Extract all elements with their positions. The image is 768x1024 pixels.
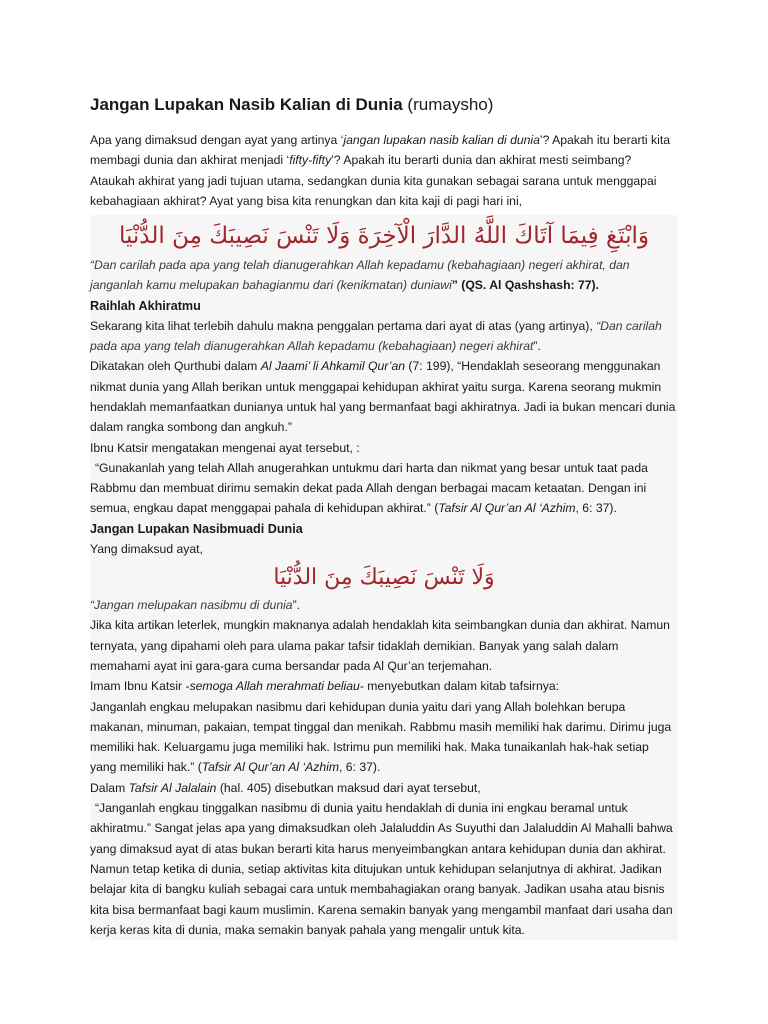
section1-paragraph-4 <box>90 458 678 519</box>
section1-paragraph-1 <box>90 316 678 357</box>
s2-p4-text: Dalam <box>90 780 129 795</box>
main-body <box>90 215 678 940</box>
s2-p2-text: Imam Ibnu Katsir - <box>90 679 190 694</box>
s1-p2-text: Dikatakan oleh Qurthubi dalam <box>90 359 261 374</box>
intro-quote-2: fifty-fifty <box>289 153 332 168</box>
s1-p2-book: Al Jaami’ li Ahkamil Qur’an <box>260 359 406 374</box>
s2-p4-rest: (hal. 405) disebutkan maksud dari ayat tersebut, <box>216 780 481 795</box>
section-heading-raihlah: Raihlah Akhiratmu <box>90 298 201 313</box>
s2-p4-book: Tafsir Al Jalalain <box>128 780 217 795</box>
section2-paragraph-3 <box>90 697 678 778</box>
section1-paragraph-2 <box>90 356 678 437</box>
translation-1-text: “Dan carilah pada apa yang telah dianugerahkan Allah kepadamu (kebahagiaan) negeri akhirat, dan janganlah kamu melupakan bahagianmu dari (kenikmatan) duniawi <box>90 258 630 293</box>
s1-p4-text: “Gunakanlah yang telah Allah anugerahkan untukmu dari harta dan nikmat yang besar untuk taat pada Rabbmu dan membuat dirimu semakin dekat pada Allah dengan berbagai macam ketaatan. Dengan ini semua, engkau dapat menggapai pahala di kehidupan akhirat.” ( <box>90 460 648 516</box>
section2-paragraph-2 <box>90 676 678 696</box>
title-text: Jangan Lupakan Nasib Kalian di Dunia <box>90 95 403 114</box>
translation-2 <box>90 595 678 615</box>
intro-text-2: ’? Apakah itu berarti kita membagi dunia dan akhirat menjadi ‘ <box>90 133 670 168</box>
section1-paragraph-3: Ibnu Katsir mengatakan mengenai ayat tersebut, : <box>90 440 360 455</box>
section2-intro: Yang dimaksud ayat, <box>90 541 203 556</box>
intro-text-1: Apa yang dimaksud dengan ayat yang artinya ‘ <box>90 133 344 147</box>
translation-2-text: “Jangan melupakan nasibmu di dunia <box>90 598 293 613</box>
section2-paragraph-4 <box>90 778 678 798</box>
translation-2-end: ”. <box>292 598 301 613</box>
s2-p3-text: Janganlah engkau melupakan nasibmu dari kehidupan dunia yaitu dari yang Allah bolehkan berupa makanan, minuman, pakaian, tempat tinggal dan menikah. Rabbmu masih memiliki hak darimu. Dirimu juga memiliki hak. Keluargamu juga memiliki hak. Istrimu pun memiliki hak. Maka tunaikanlah hak-hak setiap yang memiliki hak.” ( <box>90 699 672 775</box>
s1-p1-end: ”. <box>533 339 541 354</box>
section2-paragraph-1: Jika kita artikan leterlek, mungkin maknanya adalah hendaklah kita seimbangkan dunia dan akhirat. Namun ternyata, yang dipahami oleh para ulama pakar tafsir tidaklah demikian. Banyak yang salah dalam memahami ayat ini gara-gara cuma bersandar pada Al Qur’an terjemahan. <box>90 618 670 673</box>
section2-paragraph-5: “Janganlah engkau tinggalkan nasibmu di dunia yaitu hendaklah di dunia ini engkau beramal untuk akhiratmu.” Sangat jelas apa yang dimaksudkan oleh Jalaluddin As Suyuthi dan Jalaluddin Al Mahalli bahwa yang dimaksud ayat di atas bukan berarti kita harus menyeimbangkan antara kehidupan dunia dan akhirat. Namun tetap ketika di dunia, setiap aktivitas kita ditujukan untuk kehidupan selanjutnya di akhirat. Jadikan belajar kita di bangku kuliah sebagai cara untuk membahagiakan orang banyak. Jadikan usaha atau bisnis kita bisa bermanfaat bagi kaum muslimin. Karena semakin banyak yang mengambil manfaat dari usaha dan kerja keras kita di dunia, maka semakin banyak pahala yang mengalir untuk kita. <box>90 801 673 937</box>
s1-p4-book: Tafsir Al Qur’an Al ‘Azhim <box>438 501 576 516</box>
s2-p2-doa: semoga Allah merahmati beliau <box>189 679 360 694</box>
arabic-verse-2: وَلَا تَنْسَ نَصِيبَكَ مِنَ الدُّنْيَا <box>273 565 495 591</box>
title-source: (rumaysho) <box>407 95 494 114</box>
article <box>90 92 678 940</box>
intro-quote-1: jangan lupakan nasib kalian di dunia <box>343 133 540 147</box>
s1-p1-quote: “Dan carilah pada apa yang telah dianugerahkan Allah kepadamu (kebahagiaan) negeri akhirat <box>90 318 662 354</box>
s2-p2-rest: - menyebutkan dalam kitab tafsirnya: <box>359 679 559 694</box>
s1-p2-rest: (7: 199), “Hendaklah seseorang menggunakan nikmat dunia yang Allah berikan untuk menggapai kehidupan akhirat yaitu surga. Karena seorang mukmin hendaklah memanfaatkan dunianya untuk hal yang bermanfaat bagi akhiratnya. Jadi ia bukan mencari dunia dalam rangka sombong dan angkuh.” <box>90 359 676 435</box>
s1-p1-text: Sekarang kita lihat terlebih dahulu makna penggalan pertama dari ayat di atas (yang artinya), <box>90 318 597 333</box>
s1-p4-end: , 6: 37). <box>575 501 617 516</box>
s2-p3-end: , 6: 37). <box>339 760 381 775</box>
intro-paragraph <box>90 130 678 211</box>
page-title <box>90 92 678 118</box>
arabic-verse-1: وَابْتَغِ فِيمَا آتَاكَ اللَّهُ الدَّارَ الْآخِرَةَ وَلَا تَنْسَ نَصِيبَكَ مِنَ الدُّنْيَا <box>118 223 650 250</box>
s2-p3-book: Tafsir Al Qur’an Al ‘Azhim <box>201 760 340 775</box>
intro-text-3: ’? Apakah itu berarti dunia dan akhirat mesti seimbang? Ataukah akhirat yang jadi tujuan utama, sedangkan dunia kita gunakan sebagai sarana untuk menggapai kebahagiaan akhirat? Ayat yang bisa kita renungkan dan kita kaji di pagi hari ini, <box>90 153 657 208</box>
translation-1 <box>90 255 678 296</box>
section-heading-jangan-lupakan: Jangan Lupakan Nasibmuadi Dunia <box>90 521 303 536</box>
translation-1-ref: ” (QS. Al Qashshash: 77). <box>451 278 599 293</box>
